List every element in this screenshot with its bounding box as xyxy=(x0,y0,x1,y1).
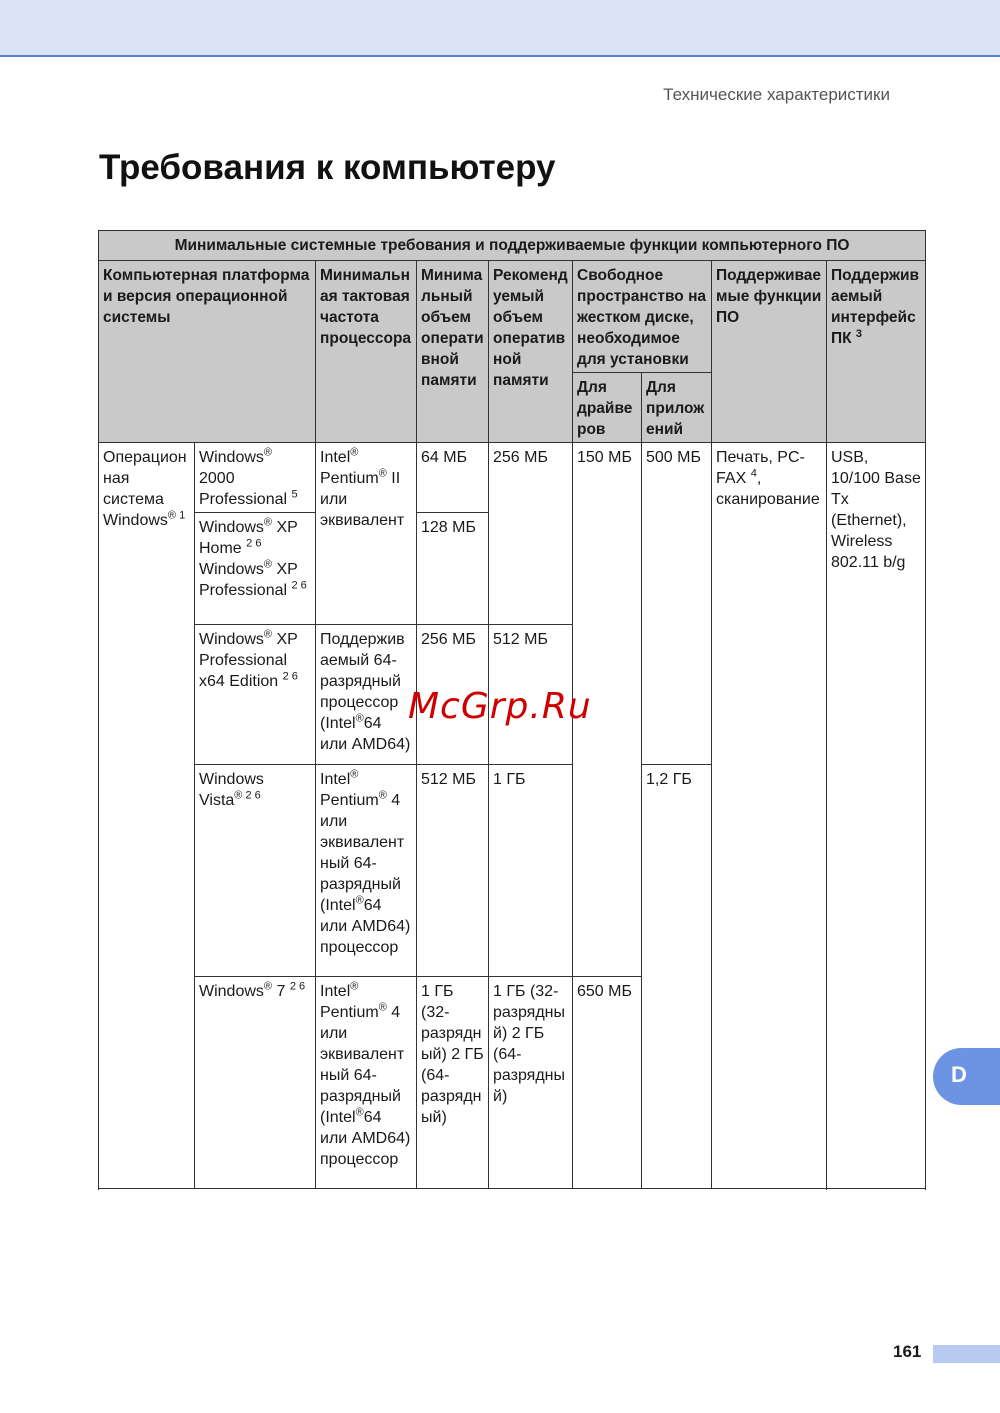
cpu-sup: ® xyxy=(355,712,364,725)
interface-cell: USB, 10/100 Base Tx (Ethernet), Wireless 802.11 b/g xyxy=(827,443,926,1189)
os-group-text: Операционная система Windows xyxy=(103,449,187,529)
os-cell xyxy=(195,625,316,765)
functions-text: Печать, PC-FAX xyxy=(716,449,805,487)
os-name: Windows xyxy=(199,631,264,648)
header-interface-text: Поддерживаемый интерфейс ПК xyxy=(831,267,920,347)
os-sup: ® xyxy=(263,446,273,459)
cpu-text: Поддерживаемый 64-разрядный процессор (Intel xyxy=(320,631,405,732)
min-ram-cell: 128 МБ xyxy=(417,513,489,625)
os-version: XP Home xyxy=(199,519,298,557)
rec-ram-cell: 1 ГБ (32-разрядный) 2 ГБ (64-разрядный) xyxy=(489,977,573,1189)
cpu-sup: ® xyxy=(378,467,387,480)
os-cell xyxy=(195,765,316,977)
cpu-text: Pentium xyxy=(320,792,379,809)
os-name: Windows xyxy=(199,983,264,1000)
header-functions: Поддерживаемые функции ПО xyxy=(712,261,827,443)
disk-apps-cell: 1,2 ГБ xyxy=(642,765,712,1189)
cpu-text: 64 или AMD64) процессор xyxy=(320,897,411,956)
header-interface xyxy=(827,261,926,443)
cpu-text: 4 или эквивалентный 64-разрядный (Intel xyxy=(320,1004,405,1126)
page-number: 161 xyxy=(893,1342,922,1361)
cpu-text: 64 или AMD64) процессор xyxy=(320,1109,411,1168)
os-footnote: 2 6 xyxy=(289,980,306,993)
os-version: XP Professional xyxy=(199,561,298,599)
header-platform: Компьютерная платформа и версия операционной системы xyxy=(99,261,316,443)
table-caption: Минимальные системные требования и поддерживаемые функции компьютерного ПО xyxy=(99,231,926,261)
header-disk-apps: Для приложений xyxy=(642,373,712,443)
header-min-ram: Минимальный объем оперативной памяти xyxy=(417,261,489,443)
rec-ram-cell: 256 МБ xyxy=(489,443,573,625)
cpu-sup: ® xyxy=(350,980,359,993)
os-version: 7 xyxy=(272,983,286,1000)
functions-cell xyxy=(712,443,827,1189)
os-footnote: 2 6 xyxy=(282,670,298,683)
chapter-tab xyxy=(933,1048,1000,1105)
os-footnote: 2 6 xyxy=(246,537,262,550)
running-header: Технические характеристики xyxy=(663,85,890,104)
header-cpu: Минимальная тактовая частота процессора xyxy=(316,261,417,443)
os-sup: ® xyxy=(263,516,273,529)
os-cell xyxy=(195,977,316,1189)
cpu-text: 64 или AMD64) xyxy=(320,715,411,753)
os-name: Windows xyxy=(199,449,264,466)
table-row xyxy=(99,443,926,513)
os-group-sup: ® 1 xyxy=(167,509,186,522)
os-sup: ® xyxy=(263,628,273,641)
os-version: 2000 Professional xyxy=(199,470,288,508)
min-ram-cell: 1 ГБ (32-разрядный) 2 ГБ (64-разрядный) xyxy=(417,977,489,1189)
disk-apps-cell: 500 МБ xyxy=(642,443,712,765)
cpu-sup: ® xyxy=(350,768,359,781)
page-title: Требования к компьютеру xyxy=(99,148,556,187)
os-sup: ® xyxy=(263,558,273,571)
footer-bar xyxy=(933,1345,1000,1363)
os-version: XP Professional x64 Edition xyxy=(199,631,298,690)
min-ram-cell: 256 МБ xyxy=(417,625,489,765)
cpu-sup: ® xyxy=(350,446,359,459)
rec-ram-cell: 512 МБ xyxy=(489,625,573,765)
header-disk: Свободное пространство на жестком диске, необходимое для установки xyxy=(573,261,712,373)
chapter-tab-label: D xyxy=(951,1062,967,1087)
os-cell xyxy=(195,443,316,513)
cpu-text: Intel xyxy=(320,771,351,788)
cpu-cell xyxy=(316,625,417,765)
os-name: Windows xyxy=(199,519,264,536)
os-footnote: 5 xyxy=(291,488,298,501)
header-disk-drivers: Для драйверов xyxy=(573,373,642,443)
cpu-text: II или эквивалент xyxy=(320,470,405,529)
header-band xyxy=(0,0,1000,57)
cpu-text: Pentium xyxy=(320,470,379,487)
cpu-sup: ® xyxy=(378,1001,387,1014)
cpu-cell xyxy=(316,977,417,1189)
header-rec-ram: Рекомендуемый объем оперативной памяти xyxy=(489,261,573,443)
cpu-sup: ® xyxy=(378,789,387,802)
min-ram-cell: 64 МБ xyxy=(417,443,489,513)
disk-drivers-cell: 150 МБ xyxy=(573,443,642,977)
os-group-cell xyxy=(99,443,195,1189)
cpu-text: 4 или эквивалентный 64-разрядный (Intel xyxy=(320,792,405,914)
os-cell xyxy=(195,513,316,625)
cpu-text: Intel xyxy=(320,449,351,466)
os-name: Windows xyxy=(199,561,264,578)
os-name: Windows Vista xyxy=(199,771,264,809)
cpu-cell xyxy=(316,765,417,977)
rec-ram-cell: 1 ГБ xyxy=(489,765,573,977)
header-interface-footnote: 3 xyxy=(855,327,863,340)
disk-drivers-cell: 650 МБ xyxy=(573,977,642,1189)
functions-text: , сканирование xyxy=(716,470,820,508)
cpu-text: Intel xyxy=(320,983,351,1000)
cpu-sup: ® xyxy=(355,1106,364,1119)
cpu-cell xyxy=(316,443,417,625)
min-ram-cell: 512 МБ xyxy=(417,765,489,977)
os-sup: ® xyxy=(263,980,273,993)
os-sup: ® 2 6 xyxy=(234,789,261,802)
watermark: McGrp.Ru xyxy=(408,686,592,727)
functions-footnote: 4 xyxy=(750,467,757,480)
cpu-text: Pentium xyxy=(320,1004,379,1021)
os-footnote: 2 6 xyxy=(291,579,307,592)
cpu-sup: ® xyxy=(355,894,364,907)
